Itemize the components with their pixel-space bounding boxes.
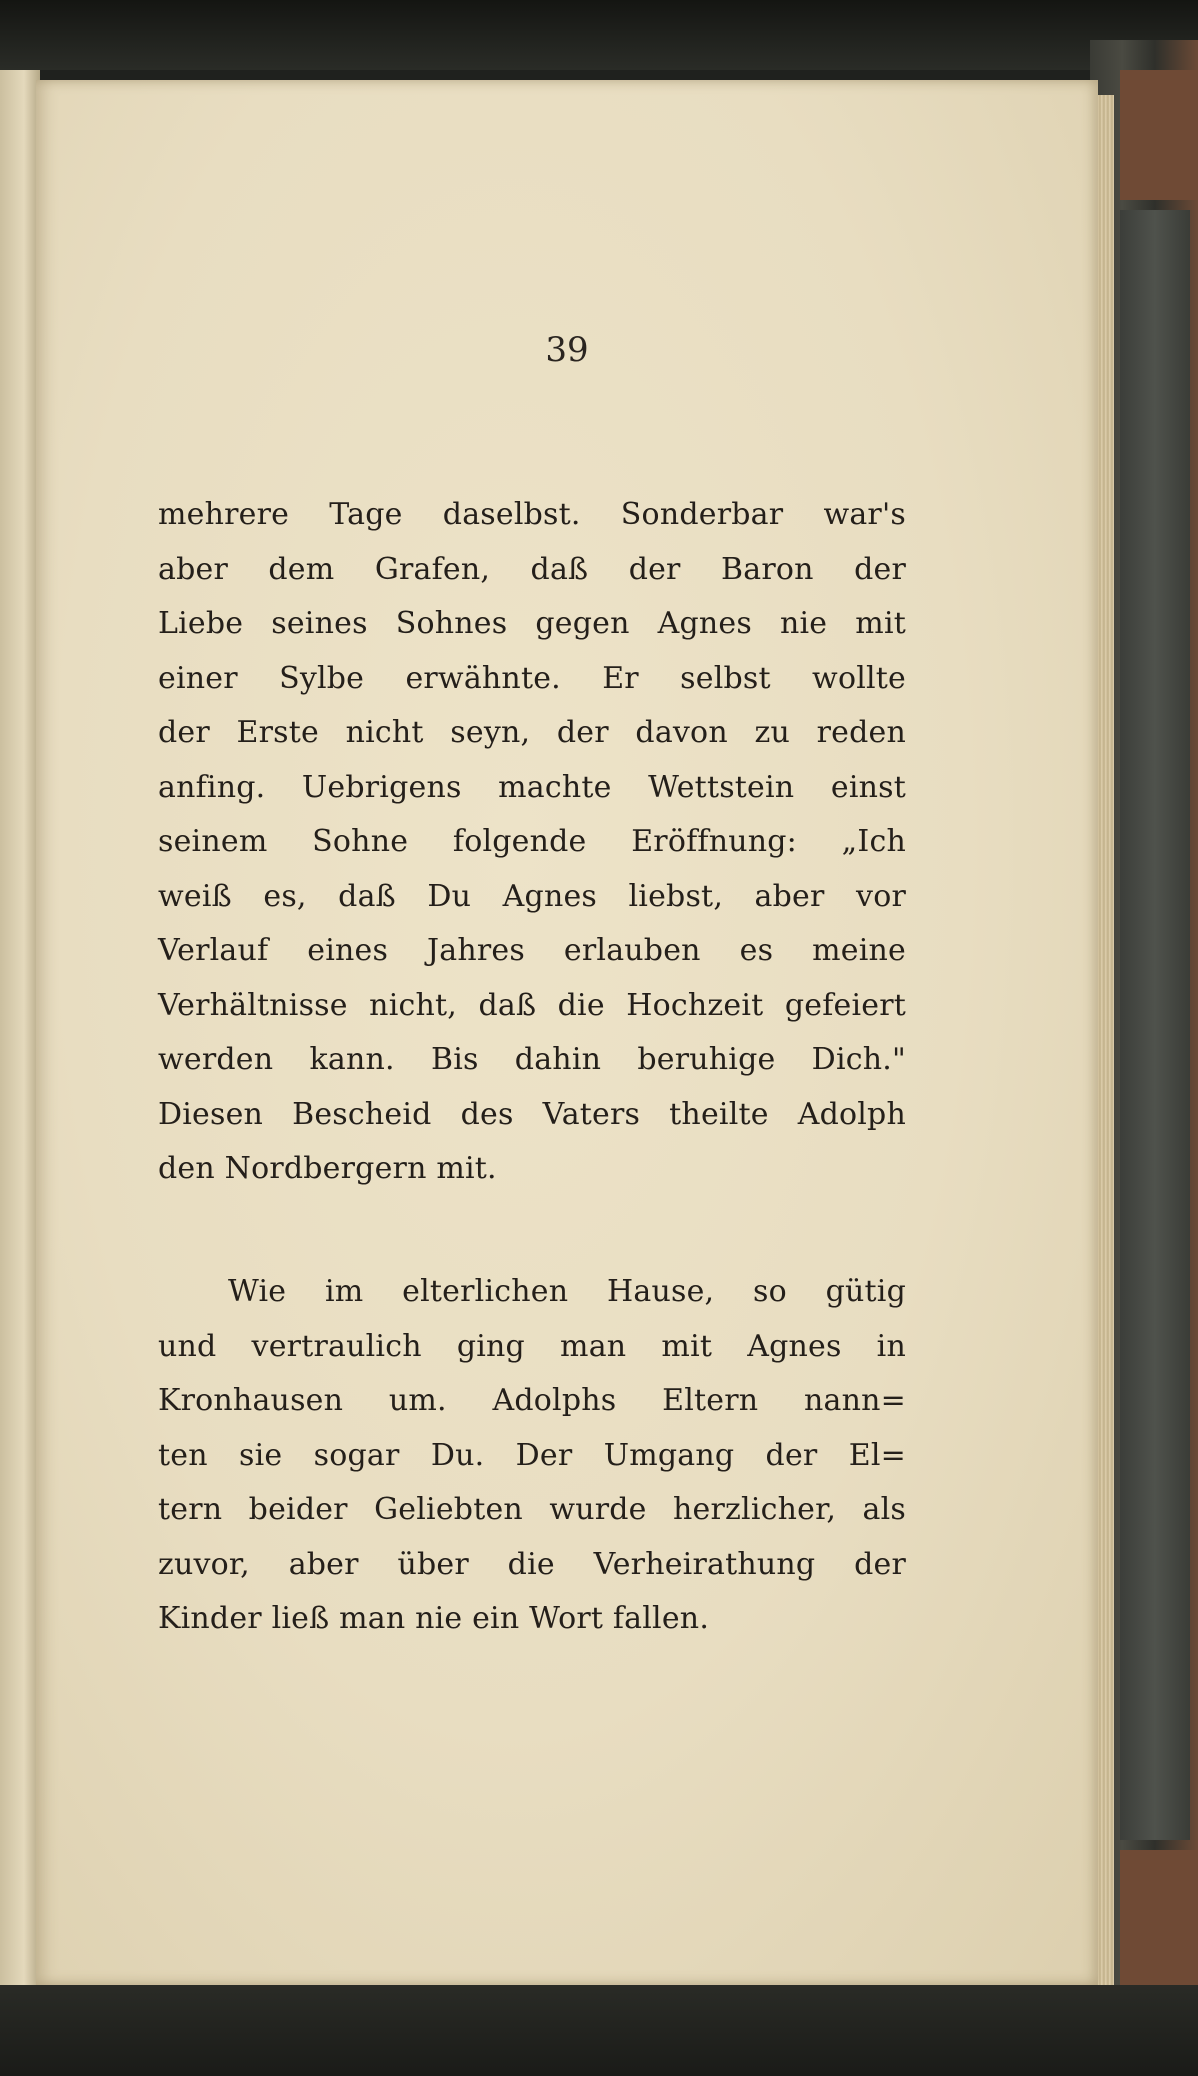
book-cover-bottom: [0, 1985, 1198, 2076]
text-line: Liebe seines Sohnes gegen Agnes nie mit: [158, 606, 906, 641]
text-line: zuvor, aber über die Verheirathung der: [158, 1546, 906, 1582]
text-line: anfing. Uebrigens machte Wettstein einst: [158, 769, 906, 805]
text-line: werden kann. Bis dahin beruhige Dich.": [158, 1042, 906, 1077]
text-line: Kronhausen um. Adolphs Eltern nann=: [158, 1383, 906, 1418]
text-line: Verhältnisse nicht, daß die Hochzeit gefeiert: [158, 987, 906, 1023]
book-cover-cloth: [1120, 210, 1190, 1840]
text-line: Diesen Bescheid des Vaters theilte Adolph: [158, 1096, 906, 1132]
text-line: tern beider Geliebten wurde herzlicher, als: [158, 1492, 906, 1527]
text-line: Kinder ließ man nie ein Wort fallen.: [158, 1601, 710, 1636]
paragraph-2: [158, 1265, 906, 1647]
text-line: einer Sylbe erwähnte. Er selbst wollte: [158, 660, 906, 696]
paragraph-1: [158, 488, 906, 1197]
text-line: Wie im elterlichen Hause, so gütig: [228, 1274, 906, 1309]
text-line: aber dem Grafen, daß der Baron der: [158, 551, 906, 587]
facing-page-edge: [0, 70, 40, 2076]
text-line: den Nordbergern mit.: [158, 1151, 497, 1186]
text-line: und vertraulich ging man mit Agnes in: [158, 1328, 906, 1364]
page-number: 39: [545, 330, 589, 370]
text-line: Verlauf eines Jahres erlauben es meine: [158, 933, 906, 968]
book-cover-leather-corner-bottom: [1120, 1850, 1198, 2000]
text-line: ten sie sogar Du. Der Umgang der El=: [158, 1437, 906, 1473]
text-line: weiß es, daß Du Agnes liebst, aber vor: [158, 878, 906, 914]
text-line: mehrere Tage daselbst. Sonderbar war's: [158, 497, 906, 532]
book-cover-leather-corner-top: [1120, 70, 1198, 200]
book-page: [36, 80, 1098, 1985]
text-line: der Erste nicht seyn, der davon zu reden: [158, 715, 906, 750]
book-cover-top: [0, 0, 1198, 70]
text-line: seinem Sohne folgende Eröffnung: „Ich: [158, 824, 906, 859]
